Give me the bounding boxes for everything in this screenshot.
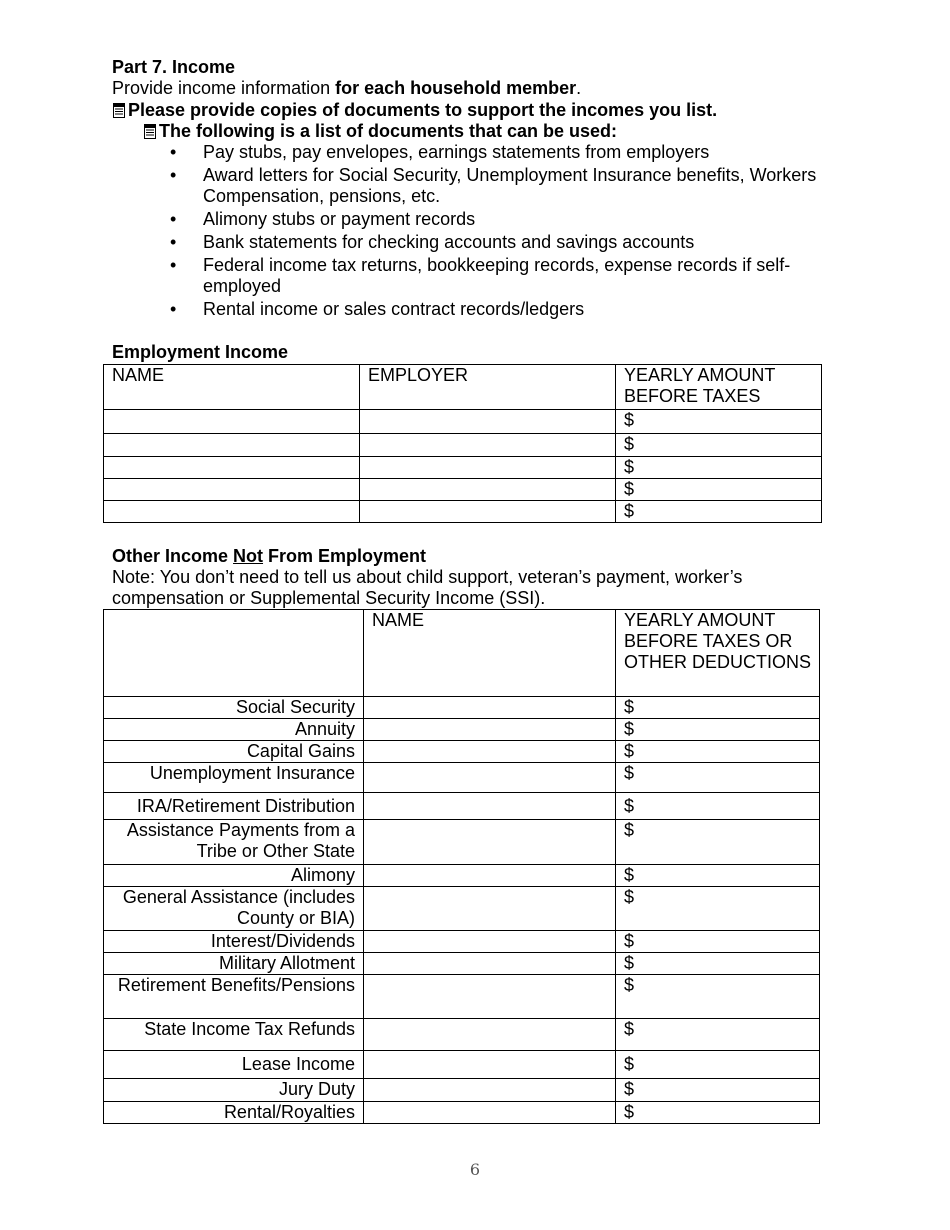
part-title: Part 7. Income [112, 57, 236, 77]
header-yearly-amount: YEARLY AMOUNT BEFORE TAXES [616, 365, 822, 410]
table-row [104, 1102, 820, 1124]
table-row [104, 763, 820, 793]
amount-cell[interactable]: $ [616, 1102, 820, 1124]
amount-cell[interactable]: $ [616, 479, 822, 501]
amount-cell[interactable]: $ [616, 457, 822, 479]
name-cell[interactable] [364, 865, 616, 887]
employment-income-title: Employment Income [112, 342, 289, 362]
other-income-table [103, 609, 820, 1124]
doc-list-heading [144, 121, 617, 142]
other-income-note-line2: compensation or Supplemental Security Income (SSI). [112, 588, 546, 608]
header-yearly-amount: YEARLY AMOUNT BEFORE TAXES OR OTHER DEDUCTIONS [616, 610, 820, 697]
table-row [104, 931, 820, 953]
intro-bold: for each household member [335, 78, 577, 98]
name-cell[interactable] [104, 457, 360, 479]
table-row [104, 953, 820, 975]
amount-cell[interactable]: $ [616, 887, 820, 931]
income-type-label: Military Allotment [104, 953, 364, 975]
table-row [104, 1051, 820, 1079]
income-type-label: Unemployment Insurance [104, 763, 364, 793]
doc-list-heading-text: The following is a list of documents that can be used: [159, 121, 618, 141]
table-row [104, 820, 820, 865]
table-row [104, 887, 820, 931]
table-row [104, 1019, 820, 1051]
name-cell[interactable] [364, 763, 616, 793]
intro-end: . [576, 78, 582, 98]
employer-cell[interactable] [360, 410, 616, 434]
income-type-label: General Assistance (includes County or BIA) [104, 887, 364, 931]
amount-cell[interactable]: $ [616, 820, 820, 865]
name-cell[interactable] [104, 410, 360, 434]
page-number: 6 [469, 1160, 481, 1179]
income-type-label: Assistance Payments from a Tribe or Other State [104, 820, 364, 865]
list-item: • Pay stubs, pay envelopes, earnings statements from employers [160, 142, 860, 163]
amount-cell[interactable]: $ [616, 763, 820, 793]
copies-notice-text: Please provide copies of documents to support the incomes you list. [128, 100, 718, 120]
name-cell[interactable] [364, 820, 616, 865]
other-income-note-line1: Note: You don’t need to tell us about child support, veteran’s payment, worker’s [112, 567, 743, 587]
table-row [104, 434, 822, 457]
name-cell[interactable] [364, 1079, 616, 1102]
income-type-label: Lease Income [104, 1051, 364, 1079]
table-row [104, 1079, 820, 1102]
amount-cell[interactable]: $ [616, 865, 820, 887]
document-icon [144, 124, 156, 139]
table-row [104, 410, 822, 434]
table-header-row [104, 365, 822, 410]
name-cell[interactable] [104, 434, 360, 457]
name-cell[interactable] [364, 931, 616, 953]
name-cell[interactable] [364, 1102, 616, 1124]
name-cell[interactable] [364, 975, 616, 1019]
table-row [104, 697, 820, 719]
employer-cell[interactable] [360, 501, 616, 523]
table-row [104, 865, 820, 887]
name-cell[interactable] [364, 697, 616, 719]
table-row [104, 741, 820, 763]
other-income-title-pre: Other Income [112, 546, 234, 566]
amount-cell[interactable]: $ [616, 1079, 820, 1102]
name-cell[interactable] [104, 501, 360, 523]
list-item: • Rental income or sales contract records/ledgers [160, 299, 860, 320]
amount-cell[interactable]: $ [616, 719, 820, 741]
header-name: NAME [364, 610, 616, 697]
amount-cell[interactable]: $ [616, 953, 820, 975]
amount-cell[interactable]: $ [616, 931, 820, 953]
income-type-label: Jury Duty [104, 1079, 364, 1102]
header-name: NAME [104, 365, 360, 410]
table-row [104, 501, 822, 523]
amount-cell[interactable]: $ [616, 1051, 820, 1079]
amount-cell[interactable]: $ [616, 741, 820, 763]
income-type-label: State Income Tax Refunds [104, 1019, 364, 1051]
amount-cell[interactable]: $ [616, 793, 820, 820]
name-cell[interactable] [104, 479, 360, 501]
name-cell[interactable] [364, 1051, 616, 1079]
document-list [160, 142, 860, 322]
amount-cell[interactable]: $ [616, 434, 822, 457]
name-cell[interactable] [364, 1019, 616, 1051]
name-cell[interactable] [364, 719, 616, 741]
income-type-label: Alimony [104, 865, 364, 887]
name-cell[interactable] [364, 741, 616, 763]
amount-cell[interactable]: $ [616, 975, 820, 1019]
income-type-label: Retirement Benefits/Pensions [104, 975, 364, 1019]
employer-cell[interactable] [360, 434, 616, 457]
table-row [104, 479, 822, 501]
list-item: • Award letters for Social Security, Unemployment Insurance benefits, Workers Compensation, pensions, etc. [160, 165, 860, 207]
amount-cell[interactable]: $ [616, 410, 822, 434]
table-row [104, 793, 820, 820]
header-employer: EMPLOYER [360, 365, 616, 410]
employer-cell[interactable] [360, 457, 616, 479]
table-header-row [104, 610, 820, 697]
employer-cell[interactable] [360, 479, 616, 501]
income-type-label: Annuity [104, 719, 364, 741]
table-row [104, 975, 820, 1019]
list-item: • Alimony stubs or payment records [160, 209, 860, 230]
name-cell[interactable] [364, 953, 616, 975]
income-type-label: Rental/Royalties [104, 1102, 364, 1124]
document-icon [113, 103, 125, 118]
income-type-label: Social Security [104, 697, 364, 719]
list-item: • Federal income tax returns, bookkeeping records, expense records if self-employed [160, 255, 860, 297]
intro-text [112, 78, 581, 99]
name-cell[interactable] [364, 793, 616, 820]
name-cell[interactable] [364, 887, 616, 931]
intro-plain: Provide income information [112, 78, 336, 98]
header-income-type [104, 610, 364, 697]
list-item: • Bank statements for checking accounts and savings accounts [160, 232, 860, 253]
other-income-title [112, 546, 426, 567]
amount-cell[interactable]: $ [616, 501, 822, 523]
income-type-label: IRA/Retirement Distribution [104, 793, 364, 820]
copies-notice [113, 100, 717, 121]
table-row [104, 457, 822, 479]
amount-cell[interactable]: $ [616, 1019, 820, 1051]
income-type-label: Interest/Dividends [104, 931, 364, 953]
other-income-title-post: From Employment [263, 546, 427, 566]
employment-income-table [103, 364, 822, 523]
table-row [104, 719, 820, 741]
amount-cell[interactable]: $ [616, 697, 820, 719]
other-income-title-not: Not [233, 546, 264, 566]
income-type-label: Capital Gains [104, 741, 364, 763]
